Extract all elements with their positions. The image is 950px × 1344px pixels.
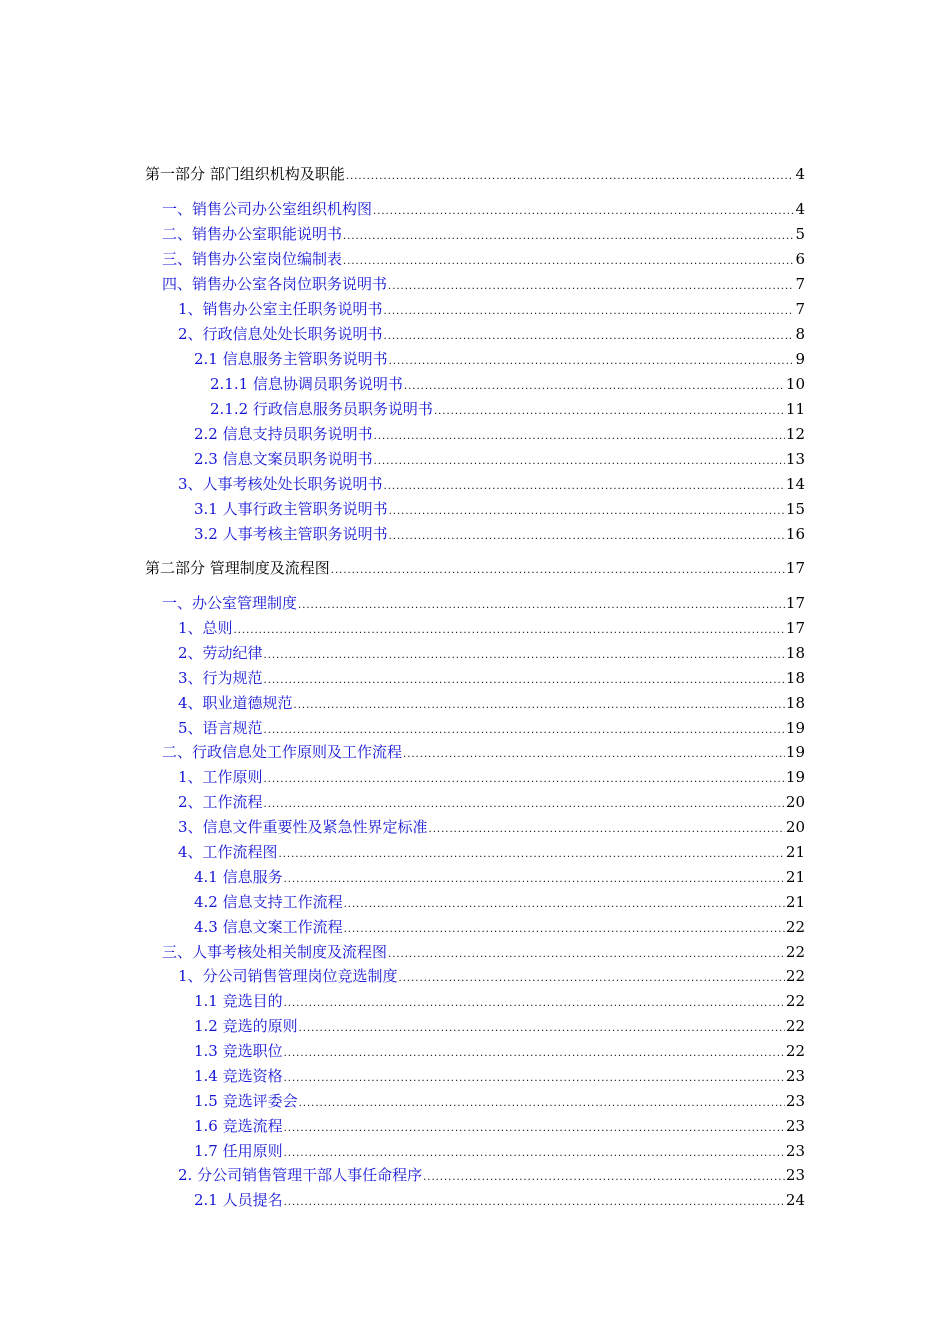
toc-entry[interactable] — [194, 863, 805, 887]
toc-page-number: 23 — [785, 1142, 805, 1160]
toc-entry[interactable] — [194, 913, 805, 937]
toc-leader — [299, 1097, 785, 1111]
toc-leader — [264, 798, 785, 812]
toc-leader — [384, 480, 785, 494]
toc-entry-title: 1.3 竞选职位 — [194, 1042, 283, 1060]
toc-leader — [423, 1171, 785, 1185]
toc-page-number: 13 — [785, 450, 805, 468]
toc-entry-title: 4、工作流程图 — [178, 843, 278, 861]
toc-page-number: 20 — [785, 793, 805, 811]
toc-entry-title: 1.5 竞选评委会 — [194, 1092, 298, 1110]
toc-entry-title: 3、行为规范 — [178, 669, 263, 687]
toc-entry-title: 2. 分公司销售管理干部人事任命程序 — [178, 1166, 423, 1184]
toc-page-number: 22 — [785, 943, 805, 961]
toc-page-number: 8 — [795, 325, 805, 343]
toc-entry-title: 5、语言规范 — [178, 719, 263, 737]
toc-entry-title: 2、工作流程 — [178, 793, 263, 811]
toc-page-number: 4 — [795, 200, 805, 218]
toc-entry[interactable] — [194, 420, 805, 444]
toc-entry-title: 3、信息文件重要性及紧急性界定标准 — [178, 818, 428, 836]
toc-entry[interactable] — [162, 589, 805, 613]
toc-entry-title: 1、工作原则 — [178, 768, 263, 786]
toc-page-number: 16 — [785, 525, 805, 543]
toc-leader — [389, 355, 795, 369]
toc-entry-title: 1.2 竞选的原则 — [194, 1017, 298, 1035]
toc-leader — [264, 674, 785, 688]
toc-entry[interactable] — [145, 554, 805, 578]
toc-entry-title: 1.1 竞选目的 — [194, 992, 283, 1010]
toc-page-number: 7 — [795, 300, 805, 318]
toc-page-number: 14 — [785, 475, 805, 493]
toc-entry[interactable] — [178, 295, 805, 319]
toc-page-number: 22 — [785, 1042, 805, 1060]
toc-entry[interactable] — [178, 470, 805, 494]
toc-page-number: 7 — [795, 275, 805, 293]
toc-leader — [389, 505, 785, 519]
toc-leader — [388, 948, 785, 962]
toc-entry[interactable] — [194, 345, 805, 369]
toc-leader — [384, 305, 795, 319]
toc-entry-title: 1、分公司销售管理岗位竞选制度 — [178, 967, 398, 985]
toc-entry[interactable] — [178, 788, 805, 812]
toc-entry[interactable] — [194, 520, 805, 544]
toc-leader — [298, 599, 785, 613]
toc-entry-title: 一、办公室管理制度 — [162, 594, 298, 612]
toc-leader — [389, 530, 785, 544]
toc-page-number: 10 — [785, 375, 805, 393]
toc-page-number: 9 — [795, 350, 805, 368]
toc-entry[interactable] — [178, 763, 805, 787]
toc-entry-title: 3.2 人事考核主管职务说明书 — [194, 525, 388, 543]
toc-leader — [346, 170, 795, 184]
toc-page-number: 12 — [785, 425, 805, 443]
toc-entry-title: 四、销售办公室各岗位职务说明书 — [162, 275, 388, 293]
toc-entry[interactable] — [194, 445, 805, 469]
toc-page-number: 6 — [795, 250, 805, 268]
toc-page-number: 19 — [785, 719, 805, 737]
toc-entry[interactable] — [178, 639, 805, 663]
toc-leader — [284, 873, 785, 887]
toc-entry[interactable] — [162, 195, 805, 219]
toc-leader — [374, 430, 785, 444]
toc-entry[interactable] — [178, 838, 805, 862]
toc-entry-title: 4.1 信息服务 — [194, 868, 283, 886]
toc-entry-title: 2.3 信息文案员职务说明书 — [194, 450, 373, 468]
toc-page-number: 17 — [785, 559, 805, 577]
toc-entry[interactable] — [162, 738, 805, 762]
toc-page-number: 4 — [795, 165, 805, 183]
toc-leader — [344, 923, 785, 937]
toc-leader — [284, 1196, 785, 1210]
toc-entry[interactable] — [194, 1137, 805, 1161]
toc-entry[interactable] — [194, 1012, 805, 1036]
toc-page-number: 22 — [785, 992, 805, 1010]
toc-page-number: 23 — [785, 1166, 805, 1184]
toc-page-number: 23 — [785, 1117, 805, 1135]
toc-leader — [343, 230, 794, 244]
toc-entry-title: 三、销售办公室岗位编制表 — [162, 250, 343, 268]
toc-leader — [343, 255, 794, 269]
toc-entry-title: 2.2 信息支持员职务说明书 — [194, 425, 373, 443]
toc-entry[interactable] — [194, 1112, 805, 1136]
toc-leader — [234, 624, 785, 638]
toc-entry[interactable] — [162, 270, 805, 294]
toc-leader — [331, 564, 785, 578]
toc-entry-title: 4.2 信息支持工作流程 — [194, 893, 343, 911]
toc-page-number: 21 — [785, 843, 805, 861]
toc-entry-title: 3、人事考核处处长职务说明书 — [178, 475, 383, 493]
toc-entry-title: 2、劳动纪律 — [178, 644, 263, 662]
toc-entry[interactable] — [194, 1037, 805, 1061]
toc-entry[interactable] — [178, 962, 805, 986]
toc-leader — [404, 380, 785, 394]
toc-entry-title: 4、职业道德规范 — [178, 694, 293, 712]
toc-leader — [284, 1147, 785, 1161]
toc-entry-title: 1.7 任用原则 — [194, 1142, 283, 1160]
toc-leader — [279, 848, 785, 862]
toc-entry-title: 2.1 信息服务主管职务说明书 — [194, 350, 388, 368]
toc-entry[interactable] — [162, 220, 805, 244]
toc-page-number: 21 — [785, 893, 805, 911]
toc-leader — [384, 330, 795, 344]
toc-entry[interactable] — [162, 938, 805, 962]
toc-entry[interactable] — [210, 370, 805, 394]
toc-page-number: 17 — [785, 594, 805, 612]
toc-entry-title: 三、人事考核处相关制度及流程图 — [162, 943, 388, 961]
toc-leader — [434, 405, 785, 419]
toc-leader — [388, 280, 794, 294]
toc-entry-title: 2.1 人员提名 — [194, 1191, 283, 1209]
toc-entry[interactable] — [178, 320, 805, 344]
toc-entry-title: 4.3 信息文案工作流程 — [194, 918, 343, 936]
toc-entry[interactable] — [178, 714, 805, 738]
toc-leader — [299, 1022, 785, 1036]
toc-entry[interactable] — [178, 614, 805, 638]
toc-page-number: 18 — [785, 694, 805, 712]
toc-entry[interactable] — [194, 888, 805, 912]
toc-leader — [284, 997, 785, 1011]
toc-page-number: 24 — [785, 1191, 805, 1209]
toc-page-number: 19 — [785, 743, 805, 761]
toc-entry-title: 3.1 人事行政主管职务说明书 — [194, 500, 388, 518]
toc-entry-title: 2.1.1 信息协调员职务说明书 — [210, 375, 403, 393]
toc-entry-title: 二、销售办公室职能说明书 — [162, 225, 343, 243]
toc-entry[interactable] — [194, 495, 805, 519]
toc-leader — [344, 898, 785, 912]
toc-page-number: 11 — [785, 400, 805, 418]
toc-leader — [284, 1072, 785, 1086]
toc-entry-title: 1、总则 — [178, 619, 233, 637]
toc-entry-title: 1.6 竞选流程 — [194, 1117, 283, 1135]
toc-page-number: 18 — [785, 669, 805, 687]
toc-page-number: 20 — [785, 818, 805, 836]
toc-entry-title: 第一部分 部门组织机构及职能 — [145, 165, 345, 183]
toc-page-number: 23 — [785, 1092, 805, 1110]
toc-page-number: 5 — [795, 225, 805, 243]
toc-page-number: 23 — [785, 1067, 805, 1085]
toc-leader — [373, 205, 794, 219]
toc-leader — [403, 748, 785, 762]
toc-leader — [429, 823, 785, 837]
toc-entry[interactable] — [194, 1087, 805, 1111]
toc-entry[interactable] — [178, 1161, 805, 1185]
toc-page-number: 22 — [785, 1017, 805, 1035]
toc-entry-title: 2、行政信息处处长职务说明书 — [178, 325, 383, 343]
toc-entry-title: 一、销售公司办公室组织机构图 — [162, 200, 373, 218]
toc-leader — [284, 1047, 785, 1061]
toc-entry-title: 1.4 竞选资格 — [194, 1067, 283, 1085]
toc-entry[interactable] — [210, 395, 805, 419]
toc-page-number: 17 — [785, 619, 805, 637]
toc-entry-title: 1、销售办公室主任职务说明书 — [178, 300, 383, 318]
toc-entry-title: 二、行政信息处工作原则及工作流程 — [162, 743, 403, 761]
toc-leader — [264, 724, 785, 738]
toc-entry[interactable] — [178, 813, 805, 837]
toc-leader — [374, 455, 785, 469]
toc-entry[interactable] — [194, 1062, 805, 1086]
toc-page-number: 22 — [785, 918, 805, 936]
toc-entry[interactable] — [194, 1186, 805, 1210]
toc-entry[interactable] — [162, 245, 805, 269]
toc-leader — [294, 699, 785, 713]
toc-page-number: 21 — [785, 868, 805, 886]
toc-page-number: 22 — [785, 967, 805, 985]
toc-entry[interactable] — [194, 987, 805, 1011]
toc-entry[interactable] — [145, 160, 805, 184]
toc-leader — [399, 972, 785, 986]
toc-entry-title: 第二部分 管理制度及流程图 — [145, 559, 330, 577]
toc-entry[interactable] — [178, 689, 805, 713]
toc-entry-title: 2.1.2 行政信息服务员职务说明书 — [210, 400, 433, 418]
toc-page-number: 19 — [785, 768, 805, 786]
toc-leader — [264, 773, 785, 787]
toc-leader — [284, 1122, 785, 1136]
toc-page-number: 15 — [785, 500, 805, 518]
toc-page-number: 18 — [785, 644, 805, 662]
toc-leader — [264, 649, 785, 663]
toc-entry[interactable] — [178, 664, 805, 688]
